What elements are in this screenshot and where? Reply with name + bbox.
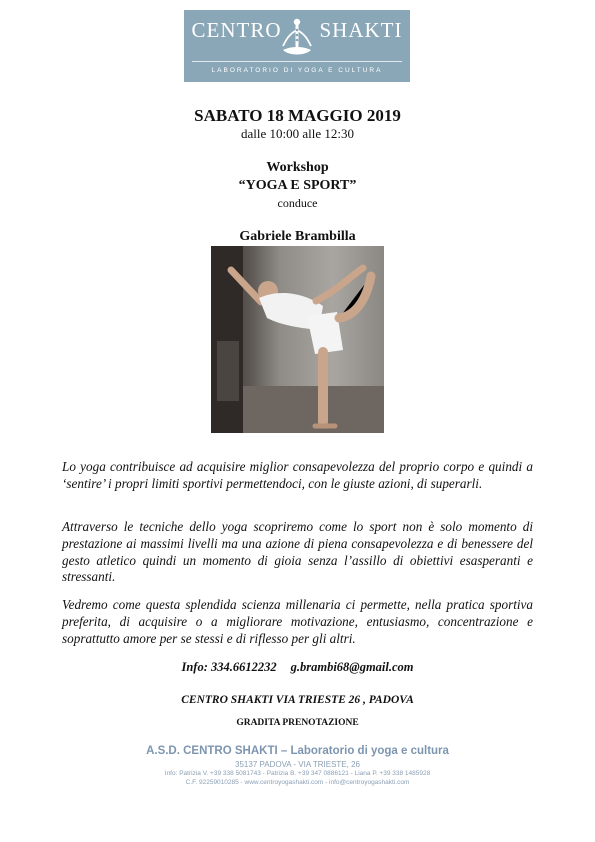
footer-address: 35137 PADOVA - VIA TRIESTE, 26 <box>235 760 360 769</box>
yoga-pose-image <box>211 246 384 433</box>
booking-note: GRADITA PRENOTAZIONE <box>236 718 359 728</box>
centro-shakti-logo <box>184 10 410 82</box>
event-date: SABATO 18 MAGGIO 2019 <box>194 106 401 125</box>
venue-address: CENTRO SHAKTI VIA TRIESTE 26 , PADOVA <box>181 694 414 706</box>
event-title: “YOGA E SPORT” <box>238 178 357 193</box>
meditating-figure-icon <box>277 16 317 64</box>
event-time: dalle 10:00 alle 12:30 <box>240 126 354 141</box>
logo-divider <box>192 61 402 62</box>
contact-email[interactable]: g.brambi68@gmail.com <box>290 660 414 674</box>
description-paragraph-2: Attraverso le tecniche dello yoga scopriremo come lo sport non è solo momento di prestazione ai massimi livelli ma una azione di piena consapevolezza e di benessere del gesto atletico quindi un momento di gioia senza l’assillo di obiettivi esasperanti e stressanti. <box>62 519 533 585</box>
footer-web-email: C.F. 92259010285 - www.centroyogashakti.com - info@centroyogashakti.com <box>185 779 410 786</box>
logo-word-centro: CENTRO <box>191 18 282 42</box>
footer-organization: A.S.D. CENTRO SHAKTI – Laboratorio di yoga e cultura <box>146 745 449 757</box>
teacher-name: Gabriele Brambilla <box>239 229 356 244</box>
footer-phones: Info: Patrizia V. +39 338 5081743 - Patrizia B. +39 347 0886121 - Liana P. +39 338 1485928 <box>164 770 431 777</box>
description-paragraph-3: Vedremo come questa splendida scienza millenaria ci permette, nella pratica sportiva preferita, di acquisire o a migliorare motivazione, entusiasmo, concentrazione e soprattutto amore per se stessi e di riflesso per gli altri. <box>62 597 533 646</box>
description-paragraph-1: Lo yoga contribuisce ad acquisire miglior consapevolezza del proprio corpo e quindi a ‘sentire’ i propri limiti sportivi permettendoci, con le giuste azioni, di superarli. <box>62 459 533 491</box>
contact-info <box>0 660 595 675</box>
contact-phone[interactable]: Info: 334.6612232 <box>181 660 277 674</box>
logo-subtitle: LABORATORIO DI YOGA E CULTURA <box>211 67 383 74</box>
event-type: Workshop <box>266 160 329 175</box>
teacher-photo <box>211 246 384 433</box>
logo-word-shakti: SHAKTI <box>319 18 403 42</box>
conduce-label: conduce <box>277 196 318 210</box>
